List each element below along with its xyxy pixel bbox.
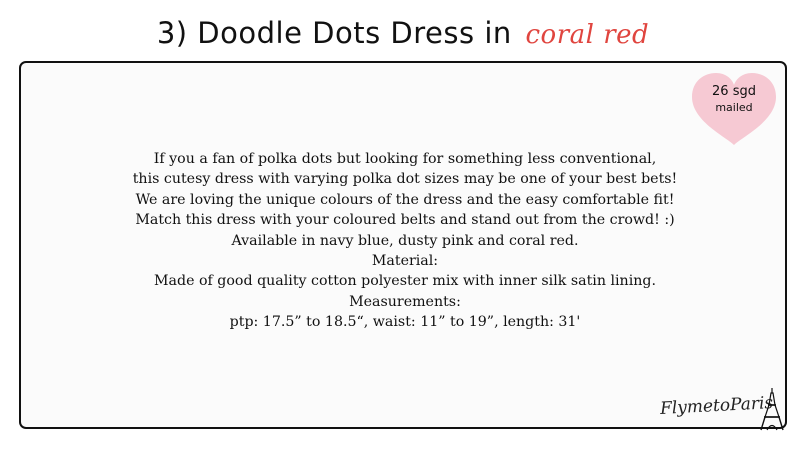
description-line: this cutesy dress with varying polka dot sizes may be one of your best bets!: [132, 171, 678, 188]
price-badge: [686, 84, 782, 116]
title-main: 3) Doodle Dots Dress in: [156, 16, 512, 50]
description-line: We are loving the unique colours of the dress and the easy comfortable fit!: [135, 191, 675, 208]
material-heading: Material:: [371, 253, 439, 270]
page-title: [0, 16, 806, 50]
material-line: Made of good quality cotton polyester mix with inner silk satin lining.: [154, 273, 656, 290]
product-description: [40, 149, 770, 333]
price-note: mailed: [715, 101, 753, 114]
measurements-heading: Measurements:: [349, 293, 461, 310]
description-line: If you a fan of polka dots but looking for something less conventional,: [153, 151, 657, 167]
signature-logo: FlymetoParis: [659, 393, 774, 419]
availability-line: Available in navy blue, dusty pink and coral red.: [231, 232, 579, 249]
description-line: Match this dress with your coloured belts and stand out from the crowd! :): [135, 212, 675, 229]
title-accent-color: coral red: [525, 20, 650, 50]
eiffel-tower-icon: [760, 387, 784, 431]
price-amount: 26 sgd: [712, 84, 756, 99]
measurements-line: ptp: 17.5” to 18.5“, waist: 11” to 19”, length: 31': [229, 314, 581, 331]
